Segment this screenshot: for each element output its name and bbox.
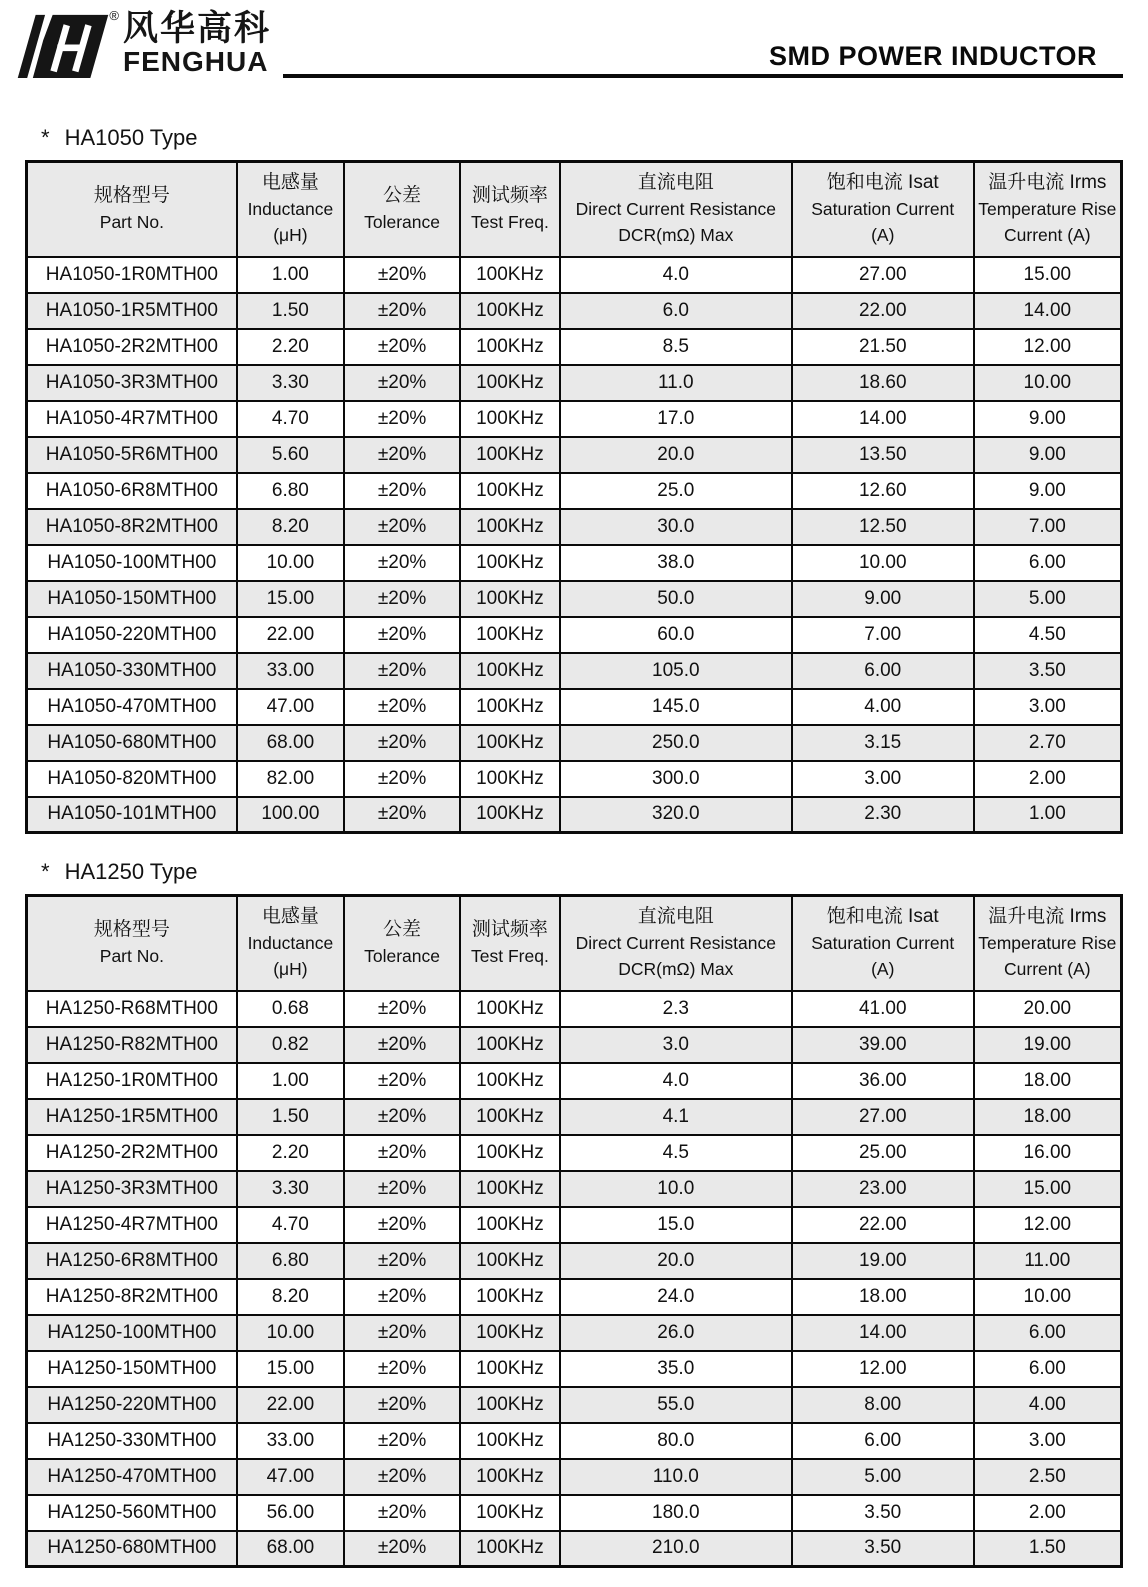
- brand-name-chinese: 风华高科: [123, 9, 272, 48]
- irms-cell: 18.00: [974, 1099, 1122, 1135]
- isat-cell: 21.50: [792, 329, 974, 365]
- table-row: [27, 437, 1122, 473]
- col-header-part-no: 规格型号 Part No.: [27, 162, 237, 257]
- test-freq-cell: 100KHz: [460, 1423, 560, 1459]
- dcr-cell: 17.0: [560, 401, 792, 437]
- tolerance-cell: ±20%: [344, 991, 460, 1027]
- part-no-cell: HA1050-150MTH00: [27, 581, 237, 617]
- isat-cell: 12.00: [792, 1351, 974, 1387]
- irms-cell: 16.00: [974, 1135, 1122, 1171]
- isat-cell: 22.00: [792, 293, 974, 329]
- dcr-cell: 6.0: [560, 293, 792, 329]
- part-no-cell: HA1250-560MTH00: [27, 1495, 237, 1531]
- tolerance-cell: ±20%: [344, 1495, 460, 1531]
- table-row: [27, 1207, 1122, 1243]
- isat-cell: 41.00: [792, 991, 974, 1027]
- isat-cell: 27.00: [792, 257, 974, 293]
- table-row: [27, 401, 1122, 437]
- tolerance-cell: ±20%: [344, 329, 460, 365]
- section-title-label: HA1050 Type: [64, 125, 198, 150]
- test-freq-cell: 100KHz: [460, 797, 560, 833]
- tolerance-cell: ±20%: [344, 617, 460, 653]
- irms-cell: 12.00: [974, 329, 1122, 365]
- dcr-cell: 4.1: [560, 1099, 792, 1135]
- dcr-cell: 15.0: [560, 1207, 792, 1243]
- test-freq-cell: 100KHz: [460, 473, 560, 509]
- table-row: [27, 1279, 1122, 1315]
- test-freq-cell: 100KHz: [460, 545, 560, 581]
- test-freq-cell: 100KHz: [460, 293, 560, 329]
- table-row: [27, 689, 1122, 725]
- tolerance-cell: ±20%: [344, 1459, 460, 1495]
- isat-cell: 3.50: [792, 1531, 974, 1567]
- irms-cell: 1.50: [974, 1531, 1122, 1567]
- inductance-cell: 22.00: [237, 1387, 344, 1423]
- registered-trademark-icon: ®: [109, 8, 119, 23]
- table-row: [27, 991, 1122, 1027]
- isat-cell: 3.50: [792, 1495, 974, 1531]
- irms-cell: 15.00: [974, 257, 1122, 293]
- brand-name-english: FENGHUA: [123, 46, 269, 77]
- table-row: [27, 1171, 1122, 1207]
- part-no-cell: HA1250-330MTH00: [27, 1423, 237, 1459]
- tolerance-cell: ±20%: [344, 1423, 460, 1459]
- col-header-dcr: 直流电阻 Direct Current Resistance DCR(mΩ) Max: [560, 896, 792, 991]
- irms-cell: 3.00: [974, 689, 1122, 725]
- table-row: [27, 1387, 1122, 1423]
- part-no-cell: HA1250-1R5MTH00: [27, 1099, 237, 1135]
- inductance-cell: 2.20: [237, 1135, 344, 1171]
- inductance-cell: 3.30: [237, 365, 344, 401]
- section-ha1050: [25, 125, 1123, 834]
- inductance-cell: 68.00: [237, 725, 344, 761]
- isat-cell: 39.00: [792, 1027, 974, 1063]
- part-no-cell: HA1250-220MTH00: [27, 1387, 237, 1423]
- dcr-cell: 110.0: [560, 1459, 792, 1495]
- inductance-cell: 82.00: [237, 761, 344, 797]
- dcr-cell: 105.0: [560, 653, 792, 689]
- isat-cell: 8.00: [792, 1387, 974, 1423]
- test-freq-cell: 100KHz: [460, 257, 560, 293]
- irms-cell: 19.00: [974, 1027, 1122, 1063]
- section-title: [41, 859, 1123, 885]
- tolerance-cell: ±20%: [344, 1171, 460, 1207]
- part-no-cell: HA1050-100MTH00: [27, 545, 237, 581]
- part-no-cell: HA1250-3R3MTH00: [27, 1171, 237, 1207]
- col-header-test-freq: 测试频率 Test Freq.: [460, 162, 560, 257]
- test-freq-cell: 100KHz: [460, 1351, 560, 1387]
- section-marker: *: [41, 859, 50, 884]
- table-row: [27, 1027, 1122, 1063]
- dcr-cell: 210.0: [560, 1531, 792, 1567]
- section-marker: *: [41, 125, 50, 150]
- brand-logo: [13, 10, 271, 78]
- table-header: [27, 162, 1122, 257]
- test-freq-cell: 100KHz: [460, 1387, 560, 1423]
- isat-cell: 22.00: [792, 1207, 974, 1243]
- brand-text: [123, 10, 271, 76]
- inductance-cell: 1.00: [237, 1063, 344, 1099]
- irms-cell: 6.00: [974, 1351, 1122, 1387]
- part-no-cell: HA1050-4R7MTH00: [27, 401, 237, 437]
- test-freq-cell: 100KHz: [460, 1495, 560, 1531]
- col-header-dcr: 直流电阻 Direct Current Resistance DCR(mΩ) Max: [560, 162, 792, 257]
- irms-cell: 12.00: [974, 1207, 1122, 1243]
- inductance-cell: 8.20: [237, 509, 344, 545]
- isat-cell: 6.00: [792, 653, 974, 689]
- table-row: [27, 1099, 1122, 1135]
- inductance-cell: 47.00: [237, 1459, 344, 1495]
- isat-cell: 3.15: [792, 725, 974, 761]
- isat-cell: 9.00: [792, 581, 974, 617]
- inductance-cell: 47.00: [237, 689, 344, 725]
- table-header: [27, 896, 1122, 991]
- test-freq-cell: 100KHz: [460, 437, 560, 473]
- tolerance-cell: ±20%: [344, 1207, 460, 1243]
- inductance-cell: 6.80: [237, 1243, 344, 1279]
- test-freq-cell: 100KHz: [460, 1063, 560, 1099]
- inductance-cell: 1.50: [237, 293, 344, 329]
- dcr-cell: 300.0: [560, 761, 792, 797]
- isat-cell: 14.00: [792, 401, 974, 437]
- table-row: [27, 257, 1122, 293]
- isat-cell: 18.00: [792, 1279, 974, 1315]
- inductance-cell: 10.00: [237, 545, 344, 581]
- dcr-cell: 38.0: [560, 545, 792, 581]
- tolerance-cell: ±20%: [344, 689, 460, 725]
- table-row: [27, 581, 1122, 617]
- irms-cell: 18.00: [974, 1063, 1122, 1099]
- inductance-cell: 4.70: [237, 401, 344, 437]
- table-row: [27, 761, 1122, 797]
- test-freq-cell: 100KHz: [460, 1099, 560, 1135]
- part-no-cell: HA1250-150MTH00: [27, 1351, 237, 1387]
- isat-cell: 19.00: [792, 1243, 974, 1279]
- tolerance-cell: ±20%: [344, 293, 460, 329]
- dcr-cell: 35.0: [560, 1351, 792, 1387]
- table-row: [27, 1243, 1122, 1279]
- inductance-cell: 5.60: [237, 437, 344, 473]
- table-body: [27, 991, 1122, 1567]
- part-no-cell: HA1050-1R0MTH00: [27, 257, 237, 293]
- table-row: [27, 797, 1122, 833]
- isat-cell: 3.00: [792, 761, 974, 797]
- isat-cell: 23.00: [792, 1171, 974, 1207]
- part-no-cell: HA1050-101MTH00: [27, 797, 237, 833]
- dcr-cell: 320.0: [560, 797, 792, 833]
- dcr-cell: 250.0: [560, 725, 792, 761]
- section-ha1250: [25, 859, 1123, 1568]
- dcr-cell: 80.0: [560, 1423, 792, 1459]
- page-header: [25, 8, 1123, 78]
- dcr-cell: 55.0: [560, 1387, 792, 1423]
- isat-cell: 13.50: [792, 437, 974, 473]
- part-no-cell: HA1050-3R3MTH00: [27, 365, 237, 401]
- test-freq-cell: 100KHz: [460, 1027, 560, 1063]
- irms-cell: 2.70: [974, 725, 1122, 761]
- tolerance-cell: ±20%: [344, 725, 460, 761]
- isat-cell: 10.00: [792, 545, 974, 581]
- tolerance-cell: ±20%: [344, 581, 460, 617]
- spec-table-ha1050: [25, 160, 1123, 834]
- isat-cell: 18.60: [792, 365, 974, 401]
- tolerance-cell: ±20%: [344, 1351, 460, 1387]
- inductance-cell: 15.00: [237, 581, 344, 617]
- tolerance-cell: ±20%: [344, 1243, 460, 1279]
- part-no-cell: HA1050-330MTH00: [27, 653, 237, 689]
- dcr-cell: 50.0: [560, 581, 792, 617]
- tolerance-cell: ±20%: [344, 1135, 460, 1171]
- tolerance-cell: ±20%: [344, 509, 460, 545]
- inductance-cell: 33.00: [237, 653, 344, 689]
- test-freq-cell: 100KHz: [460, 329, 560, 365]
- irms-cell: 4.00: [974, 1387, 1122, 1423]
- inductance-cell: 0.82: [237, 1027, 344, 1063]
- isat-cell: 25.00: [792, 1135, 974, 1171]
- dcr-cell: 180.0: [560, 1495, 792, 1531]
- dcr-cell: 8.5: [560, 329, 792, 365]
- tolerance-cell: ±20%: [344, 437, 460, 473]
- test-freq-cell: 100KHz: [460, 401, 560, 437]
- irms-cell: 3.00: [974, 1423, 1122, 1459]
- irms-cell: 10.00: [974, 1279, 1122, 1315]
- part-no-cell: HA1050-1R5MTH00: [27, 293, 237, 329]
- table-row: [27, 1135, 1122, 1171]
- tolerance-cell: ±20%: [344, 653, 460, 689]
- table-row: [27, 1315, 1122, 1351]
- irms-cell: 9.00: [974, 437, 1122, 473]
- table-row: [27, 725, 1122, 761]
- irms-cell: 1.00: [974, 797, 1122, 833]
- isat-cell: 12.60: [792, 473, 974, 509]
- inductance-cell: 1.00: [237, 257, 344, 293]
- part-no-cell: HA1250-2R2MTH00: [27, 1135, 237, 1171]
- page-title: SMD POWER INDUCTOR: [768, 41, 1097, 71]
- irms-cell: 9.00: [974, 401, 1122, 437]
- test-freq-cell: 100KHz: [460, 725, 560, 761]
- dcr-cell: 24.0: [560, 1279, 792, 1315]
- test-freq-cell: 100KHz: [460, 991, 560, 1027]
- dcr-cell: 4.0: [560, 1063, 792, 1099]
- tolerance-cell: ±20%: [344, 1279, 460, 1315]
- table-row: [27, 293, 1122, 329]
- inductance-cell: 68.00: [237, 1531, 344, 1567]
- tolerance-cell: ±20%: [344, 1027, 460, 1063]
- part-no-cell: HA1050-2R2MTH00: [27, 329, 237, 365]
- table-row: [27, 1351, 1122, 1387]
- part-no-cell: HA1250-680MTH00: [27, 1531, 237, 1567]
- part-no-cell: HA1050-680MTH00: [27, 725, 237, 761]
- part-no-cell: HA1050-220MTH00: [27, 617, 237, 653]
- isat-cell: 14.00: [792, 1315, 974, 1351]
- inductance-cell: 22.00: [237, 617, 344, 653]
- isat-cell: 6.00: [792, 1423, 974, 1459]
- test-freq-cell: 100KHz: [460, 1459, 560, 1495]
- part-no-cell: HA1250-470MTH00: [27, 1459, 237, 1495]
- irms-cell: 6.00: [974, 545, 1122, 581]
- table-row: [27, 617, 1122, 653]
- test-freq-cell: 100KHz: [460, 1279, 560, 1315]
- irms-cell: 4.50: [974, 617, 1122, 653]
- isat-cell: 2.30: [792, 797, 974, 833]
- inductance-cell: 0.68: [237, 991, 344, 1027]
- test-freq-cell: 100KHz: [460, 689, 560, 725]
- test-freq-cell: 100KHz: [460, 1135, 560, 1171]
- part-no-cell: HA1050-8R2MTH00: [27, 509, 237, 545]
- inductance-cell: 4.70: [237, 1207, 344, 1243]
- dcr-cell: 60.0: [560, 617, 792, 653]
- inductance-cell: 56.00: [237, 1495, 344, 1531]
- dcr-cell: 145.0: [560, 689, 792, 725]
- dcr-cell: 26.0: [560, 1315, 792, 1351]
- irms-cell: 2.50: [974, 1459, 1122, 1495]
- isat-cell: 27.00: [792, 1099, 974, 1135]
- dcr-cell: 30.0: [560, 509, 792, 545]
- table-row: [27, 509, 1122, 545]
- col-header-part-no: 规格型号 Part No.: [27, 896, 237, 991]
- irms-cell: 14.00: [974, 293, 1122, 329]
- table-row: [27, 1063, 1122, 1099]
- part-no-cell: HA1250-R82MTH00: [27, 1027, 237, 1063]
- test-freq-cell: 100KHz: [460, 1207, 560, 1243]
- irms-cell: 6.00: [974, 1315, 1122, 1351]
- tolerance-cell: ±20%: [344, 257, 460, 293]
- tolerance-cell: ±20%: [344, 797, 460, 833]
- col-header-irms: 温升电流 Irms Temperature Rise Current (A): [974, 896, 1122, 991]
- dcr-cell: 11.0: [560, 365, 792, 401]
- spec-table-ha1250: [25, 894, 1123, 1568]
- tolerance-cell: ±20%: [344, 473, 460, 509]
- dcr-cell: 3.0: [560, 1027, 792, 1063]
- table-row: [27, 1423, 1122, 1459]
- isat-cell: 4.00: [792, 689, 974, 725]
- irms-cell: 5.00: [974, 581, 1122, 617]
- part-no-cell: HA1050-6R8MTH00: [27, 473, 237, 509]
- tolerance-cell: ±20%: [344, 545, 460, 581]
- table-row: [27, 653, 1122, 689]
- test-freq-cell: 100KHz: [460, 1315, 560, 1351]
- part-no-cell: HA1250-100MTH00: [27, 1315, 237, 1351]
- part-no-cell: HA1050-470MTH00: [27, 689, 237, 725]
- test-freq-cell: 100KHz: [460, 1243, 560, 1279]
- isat-cell: 36.00: [792, 1063, 974, 1099]
- part-no-cell: HA1250-4R7MTH00: [27, 1207, 237, 1243]
- dcr-cell: 4.5: [560, 1135, 792, 1171]
- part-no-cell: HA1050-5R6MTH00: [27, 437, 237, 473]
- tolerance-cell: ±20%: [344, 1063, 460, 1099]
- inductance-cell: 33.00: [237, 1423, 344, 1459]
- isat-cell: 12.50: [792, 509, 974, 545]
- table-row: [27, 545, 1122, 581]
- tolerance-cell: ±20%: [344, 761, 460, 797]
- isat-cell: 7.00: [792, 617, 974, 653]
- irms-cell: 15.00: [974, 1171, 1122, 1207]
- dcr-cell: 4.0: [560, 257, 792, 293]
- part-no-cell: HA1250-6R8MTH00: [27, 1243, 237, 1279]
- section-title-label: HA1250 Type: [64, 859, 198, 884]
- irms-cell: 2.00: [974, 1495, 1122, 1531]
- tolerance-cell: ±20%: [344, 1315, 460, 1351]
- test-freq-cell: 100KHz: [460, 1531, 560, 1567]
- tolerance-cell: ±20%: [344, 1099, 460, 1135]
- test-freq-cell: 100KHz: [460, 761, 560, 797]
- table-body: [27, 257, 1122, 833]
- inductance-cell: 15.00: [237, 1351, 344, 1387]
- inductance-cell: 1.50: [237, 1099, 344, 1135]
- col-header-isat: 饱和电流 Isat Saturation Current (A): [792, 162, 974, 257]
- dcr-cell: 25.0: [560, 473, 792, 509]
- test-freq-cell: 100KHz: [460, 365, 560, 401]
- part-no-cell: HA1250-1R0MTH00: [27, 1063, 237, 1099]
- tolerance-cell: ±20%: [344, 401, 460, 437]
- dcr-cell: 20.0: [560, 437, 792, 473]
- irms-cell: 3.50: [974, 653, 1122, 689]
- inductance-cell: 3.30: [237, 1171, 344, 1207]
- isat-cell: 5.00: [792, 1459, 974, 1495]
- irms-cell: 2.00: [974, 761, 1122, 797]
- test-freq-cell: 100KHz: [460, 509, 560, 545]
- test-freq-cell: 100KHz: [460, 581, 560, 617]
- irms-cell: 20.00: [974, 991, 1122, 1027]
- table-row: [27, 329, 1122, 365]
- test-freq-cell: 100KHz: [460, 617, 560, 653]
- test-freq-cell: 100KHz: [460, 1171, 560, 1207]
- col-header-tolerance: 公差 Tolerance: [344, 896, 460, 991]
- part-no-cell: HA1250-8R2MTH00: [27, 1279, 237, 1315]
- table-row: [27, 1495, 1122, 1531]
- col-header-test-freq: 测试频率 Test Freq.: [460, 896, 560, 991]
- tolerance-cell: ±20%: [344, 365, 460, 401]
- section-title: [41, 125, 1123, 151]
- irms-cell: 10.00: [974, 365, 1122, 401]
- inductance-cell: 100.00: [237, 797, 344, 833]
- inductance-cell: 2.20: [237, 329, 344, 365]
- tolerance-cell: ±20%: [344, 1387, 460, 1423]
- dcr-cell: 20.0: [560, 1243, 792, 1279]
- inductance-cell: 10.00: [237, 1315, 344, 1351]
- table-row: [27, 473, 1122, 509]
- col-header-inductance: 电感量 Inductance (μH): [237, 896, 344, 991]
- header-rule: [283, 41, 1123, 78]
- part-no-cell: HA1050-820MTH00: [27, 761, 237, 797]
- col-header-isat: 饱和电流 Isat Saturation Current (A): [792, 896, 974, 991]
- col-header-inductance: 电感量 Inductance (μH): [237, 162, 344, 257]
- dcr-cell: 2.3: [560, 991, 792, 1027]
- col-header-tolerance: 公差 Tolerance: [344, 162, 460, 257]
- col-header-irms: 温升电流 Irms Temperature Rise Current (A): [974, 162, 1122, 257]
- irms-cell: 7.00: [974, 509, 1122, 545]
- inductance-cell: 6.80: [237, 473, 344, 509]
- table-row: [27, 1459, 1122, 1495]
- irms-cell: 9.00: [974, 473, 1122, 509]
- dcr-cell: 10.0: [560, 1171, 792, 1207]
- irms-cell: 11.00: [974, 1243, 1122, 1279]
- table-row: [27, 1531, 1122, 1567]
- part-no-cell: HA1250-R68MTH00: [27, 991, 237, 1027]
- inductance-cell: 8.20: [237, 1279, 344, 1315]
- table-row: [27, 365, 1122, 401]
- test-freq-cell: 100KHz: [460, 653, 560, 689]
- tolerance-cell: ±20%: [344, 1531, 460, 1567]
- fenghua-fh-monogram-icon: [13, 8, 119, 78]
